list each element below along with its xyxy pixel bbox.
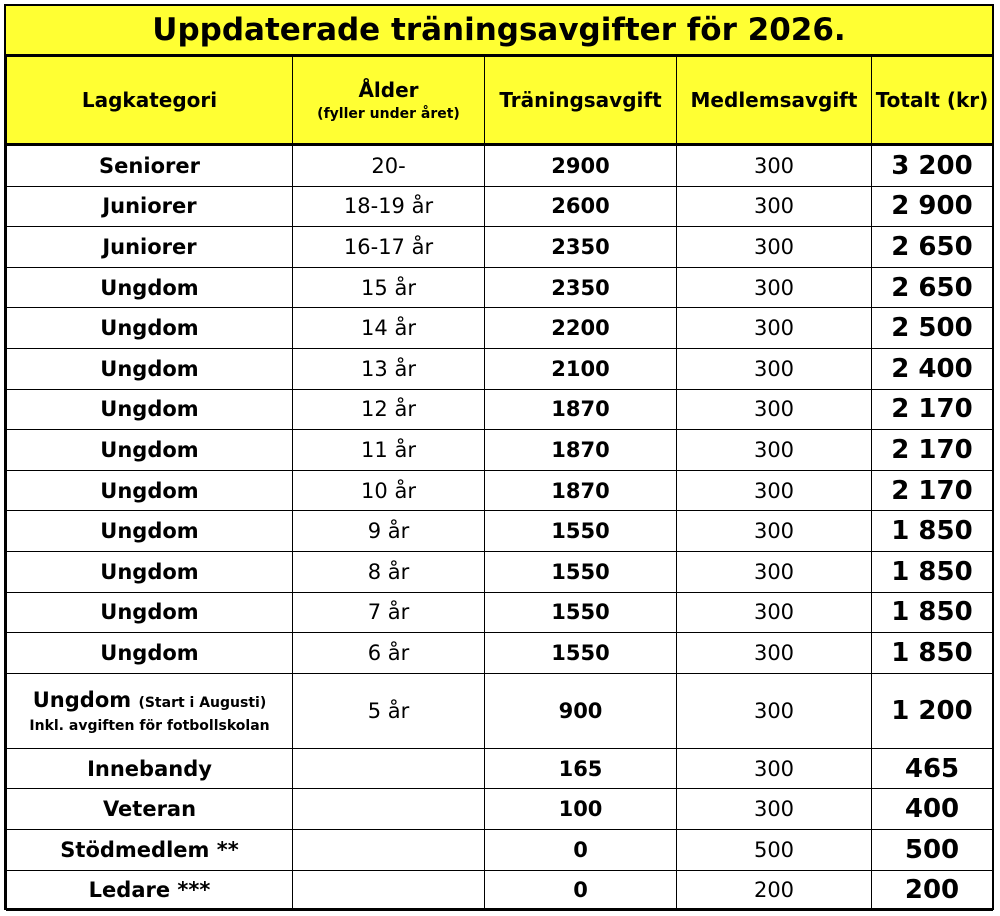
- table-row: [7, 789, 993, 830]
- category-label: Ungdom: [100, 356, 199, 381]
- cell-total: 2 170: [872, 430, 993, 471]
- category-label: Seniorer: [99, 153, 200, 178]
- cell-total: 2 500: [872, 308, 993, 349]
- cell-category: [7, 870, 293, 911]
- category-label: Ungdom: [100, 397, 199, 422]
- cell-training-fee: 2600: [485, 186, 677, 227]
- cell-category: [7, 592, 293, 633]
- table-row: [7, 389, 993, 430]
- category-label: Innebandy: [87, 756, 212, 781]
- table-header-row: [7, 57, 993, 145]
- header-total: Totalt (kr): [872, 57, 993, 145]
- cell-training-fee: 1550: [485, 551, 677, 592]
- table-row: [7, 430, 993, 471]
- fee-table: [6, 56, 993, 911]
- category-note: (Start i Augusti): [138, 694, 267, 711]
- category-label: Ungdom: [100, 600, 199, 625]
- category-label: Ungdom: [100, 275, 199, 300]
- cell-membership-fee: 300: [677, 430, 872, 471]
- cell-age: 5 år: [293, 673, 485, 748]
- cell-age: [293, 829, 485, 870]
- cell-category: [7, 470, 293, 511]
- table-row: [7, 673, 993, 748]
- cell-total: 1 850: [872, 633, 993, 674]
- cell-membership-fee: 300: [677, 308, 872, 349]
- cell-age: 11 år: [293, 430, 485, 471]
- cell-total: 1 850: [872, 511, 993, 552]
- cell-training-fee: 2200: [485, 308, 677, 349]
- category-label: Stödmedlem **: [60, 837, 239, 862]
- cell-age: 12 år: [293, 389, 485, 430]
- table-row: [7, 348, 993, 389]
- table-row: [7, 470, 993, 511]
- table-row: [7, 186, 993, 227]
- cell-total: 2 900: [872, 186, 993, 227]
- header-age-sub: (fyller under året): [317, 106, 460, 122]
- header-age: [293, 57, 485, 145]
- cell-age: 9 år: [293, 511, 485, 552]
- category-label: Ungdom: [100, 559, 199, 584]
- cell-category: [7, 829, 293, 870]
- cell-membership-fee: 300: [677, 633, 872, 674]
- cell-training-fee: 100: [485, 789, 677, 830]
- table-row: [7, 551, 993, 592]
- cell-total: 2 400: [872, 348, 993, 389]
- cell-age: 13 år: [293, 348, 485, 389]
- cell-category: [7, 145, 293, 187]
- table-row: [7, 145, 993, 187]
- category-label: Veteran: [102, 797, 197, 822]
- cell-total: 2 650: [872, 267, 993, 308]
- cell-category: [7, 511, 293, 552]
- category-label: Ledare ***: [88, 878, 211, 903]
- cell-category: [7, 389, 293, 430]
- cell-age: [293, 870, 485, 911]
- cell-membership-fee: 300: [677, 227, 872, 268]
- cell-training-fee: 1870: [485, 430, 677, 471]
- cell-category: [7, 673, 293, 748]
- cell-training-fee: 900: [485, 673, 677, 748]
- table-row: [7, 829, 993, 870]
- table-row: [7, 592, 993, 633]
- cell-training-fee: 2350: [485, 227, 677, 268]
- cell-total: 465: [872, 748, 993, 789]
- cell-training-fee: 1550: [485, 511, 677, 552]
- cell-age: 10 år: [293, 470, 485, 511]
- page-title: Uppdaterade träningsavgifter för 2026.: [6, 6, 992, 56]
- cell-total: 3 200: [872, 145, 993, 187]
- cell-membership-fee: 300: [677, 511, 872, 552]
- header-age-label: Ålder: [358, 78, 419, 102]
- cell-category: [7, 430, 293, 471]
- cell-age: 15 år: [293, 267, 485, 308]
- category-label: Ungdom: [100, 316, 199, 341]
- cell-membership-fee: 200: [677, 870, 872, 911]
- cell-training-fee: 1870: [485, 470, 677, 511]
- category-label: Ungdom: [100, 519, 199, 544]
- table-row: [7, 308, 993, 349]
- cell-membership-fee: 300: [677, 592, 872, 633]
- category-label: Ungdom: [100, 640, 199, 665]
- category-label: Juniorer: [102, 234, 197, 259]
- cell-membership-fee: 300: [677, 186, 872, 227]
- cell-age: 16-17 år: [293, 227, 485, 268]
- cell-total: 200: [872, 870, 993, 911]
- table-row: [7, 870, 993, 911]
- cell-category: [7, 267, 293, 308]
- cell-membership-fee: 300: [677, 673, 872, 748]
- cell-training-fee: 2350: [485, 267, 677, 308]
- table-row: [7, 511, 993, 552]
- cell-age: [293, 748, 485, 789]
- cell-total: 1 850: [872, 592, 993, 633]
- cell-total: 2 650: [872, 227, 993, 268]
- cell-membership-fee: 300: [677, 789, 872, 830]
- cell-age: 20-: [293, 145, 485, 187]
- cell-age: 6 år: [293, 633, 485, 674]
- table-row: [7, 267, 993, 308]
- category-label: Ungdom: [100, 478, 199, 503]
- cell-category: [7, 186, 293, 227]
- cell-category: [7, 789, 293, 830]
- cell-category: [7, 633, 293, 674]
- cell-category: [7, 551, 293, 592]
- cell-training-fee: 1550: [485, 633, 677, 674]
- header-category: Lagkategori: [7, 57, 293, 145]
- cell-age: 8 år: [293, 551, 485, 592]
- cell-membership-fee: 300: [677, 145, 872, 187]
- category-label: Ungdom: [32, 687, 132, 712]
- cell-membership-fee: 300: [677, 267, 872, 308]
- cell-total: 1 850: [872, 551, 993, 592]
- table-row: [7, 748, 993, 789]
- cell-training-fee: 0: [485, 870, 677, 911]
- cell-category: [7, 227, 293, 268]
- category-label: Ungdom: [100, 437, 199, 462]
- cell-training-fee: 0: [485, 829, 677, 870]
- cell-membership-fee: 300: [677, 470, 872, 511]
- cell-membership-fee: 500: [677, 829, 872, 870]
- cell-age: 7 år: [293, 592, 485, 633]
- cell-membership-fee: 300: [677, 748, 872, 789]
- header-membership-fee: Medlemsavgift: [677, 57, 872, 145]
- cell-training-fee: 1870: [485, 389, 677, 430]
- cell-total: 500: [872, 829, 993, 870]
- cell-training-fee: 165: [485, 748, 677, 789]
- cell-age: 18-19 år: [293, 186, 485, 227]
- cell-training-fee: 2900: [485, 145, 677, 187]
- cell-training-fee: 2100: [485, 348, 677, 389]
- cell-membership-fee: 300: [677, 389, 872, 430]
- cell-membership-fee: 300: [677, 348, 872, 389]
- header-training-fee: Träningsavgift: [485, 57, 677, 145]
- table-row: [7, 227, 993, 268]
- cell-category: [7, 308, 293, 349]
- cell-age: 14 år: [293, 308, 485, 349]
- category-label: Juniorer: [102, 194, 197, 219]
- cell-category: [7, 348, 293, 389]
- cell-total: 1 200: [872, 673, 993, 748]
- cell-total: 400: [872, 789, 993, 830]
- cell-total: 2 170: [872, 470, 993, 511]
- fee-table-frame: [4, 4, 994, 910]
- cell-training-fee: 1550: [485, 592, 677, 633]
- cell-category: [7, 748, 293, 789]
- cell-age: [293, 789, 485, 830]
- category-line2: Inkl. avgiften för fotbollskolan: [29, 717, 270, 734]
- table-row: [7, 633, 993, 674]
- cell-membership-fee: 300: [677, 551, 872, 592]
- cell-total: 2 170: [872, 389, 993, 430]
